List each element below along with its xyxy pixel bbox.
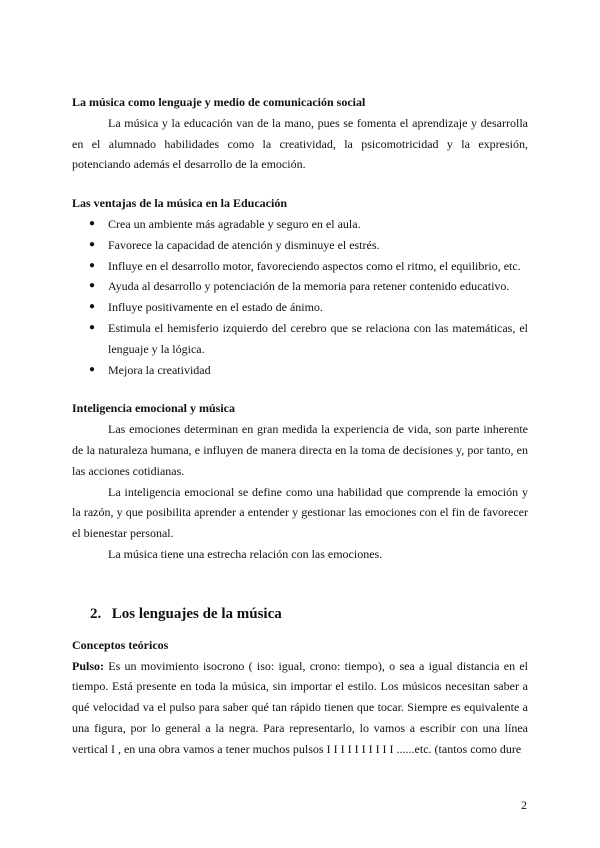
bullet-icon: ● <box>89 238 96 250</box>
section-emotional-intelligence <box>72 398 528 564</box>
list-item: ● Favorece la capacidad de atención y disminuye el estrés. <box>72 235 528 256</box>
advantages-list <box>72 214 528 380</box>
section-heading: Las ventajas de la música en la Educación <box>72 196 288 211</box>
list-item: ● Estimula el hemisferio izquierdo del cerebro que se relaciona con las matemáticas, el lenguaje y la lógica. <box>72 318 528 360</box>
chapter-title: Los lenguajes de la música <box>111 605 282 622</box>
list-item: ● Crea un ambiente más agradable y seguro en el aula. <box>72 214 528 235</box>
bullet-icon: ● <box>89 280 96 292</box>
section-paragraph: La música tiene una estrecha relación con las emociones. <box>108 546 383 561</box>
page-number: 2 <box>521 798 527 812</box>
section-heading: La música como lenguaje y medio de comunicación social <box>72 95 366 109</box>
section-paragraph: La inteligencia emocional se define como una habilidad que comprende la emoción y la razón, y que posibilita aprender a entender y gestionar las emociones con el fin de favorecer el bienestar personal. <box>72 484 528 541</box>
chapter-number: 2. <box>90 605 102 622</box>
bullet-icon: ● <box>89 217 96 229</box>
bullet-icon: ● <box>89 259 96 271</box>
term-definition: Es un movimiento isocrono ( iso: igual, crono: tiempo), o sea a igual distancia en el tiempo. Está presente en toda la música, sin importar el estilo. Los músicos necesitan saber a qué velocidad va el pulso para saber qué tan rápido tienen que tocar. Siempre es equivalente a una figura, por lo general a la negra. Para representarlo, lo vamos a escribir con una línea vertical I , en una obra vamos a tener muchos pulsos I I I I I I I I I I ......etc. (tantos como dure <box>72 658 528 756</box>
list-item: ● Ayuda al desarrollo y potenciación de la memoria para retener contenido educativo. <box>72 276 528 297</box>
section-paragraph: Las emociones determinan en gran medida la experiencia de vida, son parte inherente de la naturaleza humana, e influyen de manera directa en la toma de decisiones y, por tanto, en las acciones cotidianas. <box>72 422 528 478</box>
section-paragraph: La música y la educación van de la mano, pues se fomenta el aprendizaje y desarrolla en el alumnado habilidades como la creatividad, la psicomotricidad y la expresión, potenciando además el desarrollo de la emoción. <box>72 115 528 172</box>
page-content <box>72 92 528 760</box>
list-item: ● Influye positivamente en el estado de ánimo. <box>72 297 528 318</box>
section-advantages <box>72 193 528 380</box>
term-label: Pulso: <box>72 658 105 673</box>
list-item: ● Mejora la creatividad <box>72 360 528 381</box>
section-heading: Inteligencia emocional y música <box>72 401 235 416</box>
bullet-icon: ● <box>89 321 96 333</box>
bullet-icon: ● <box>89 301 96 313</box>
chapter-heading <box>90 603 528 625</box>
section-concepts <box>72 635 528 760</box>
bullet-icon: ● <box>89 363 96 375</box>
section-paragraph <box>72 656 528 760</box>
section-heading: Conceptos teóricos <box>72 637 169 652</box>
list-item: ● Influye en el desarrollo motor, favoreciendo aspectos como el ritmo, el equilibrio, etc. <box>72 256 528 277</box>
section-music-language <box>72 92 528 175</box>
